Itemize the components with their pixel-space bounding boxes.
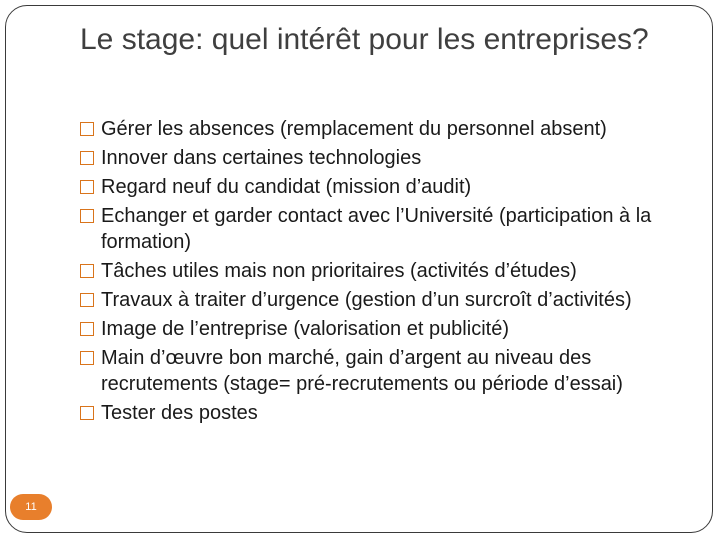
bullet-item: [79, 145, 699, 171]
bullet-item: [79, 316, 699, 342]
square-bullet-icon: [80, 209, 94, 223]
bullet-text: Main d’œuvre bon marché, gain d’argent au niveau des recrutements (stage= pré-recrutements ou période d’essai): [101, 347, 623, 395]
square-bullet-icon: [80, 293, 94, 307]
bullet-text: Gérer les absences (remplacement du personnel absent): [101, 118, 607, 140]
bullet-item: [79, 174, 699, 200]
square-bullet-icon: [80, 122, 94, 136]
bullet-text: Echanger et garder contact avec l’Université (participation à la formation): [101, 205, 652, 253]
slide-number-badge: 11: [10, 494, 52, 520]
bullet-text: Innover dans certaines technologies: [101, 147, 422, 169]
bullet-text: Travaux à traiter d’urgence (gestion d’un surcroît d’activités): [101, 289, 632, 311]
square-bullet-icon: [80, 322, 94, 336]
bullet-item: [79, 287, 699, 313]
bullet-item: [79, 345, 699, 397]
square-bullet-icon: [80, 264, 94, 278]
bullet-list: [79, 116, 699, 429]
square-bullet-icon: [80, 406, 94, 420]
square-bullet-icon: [80, 180, 94, 194]
bullet-text: Regard neuf du candidat (mission d’audit): [101, 176, 472, 198]
bullet-item: [79, 258, 699, 284]
bullet-item: [79, 400, 699, 426]
square-bullet-icon: [80, 151, 94, 165]
bullet-text: Image de l’entreprise (valorisation et publicité): [101, 318, 509, 340]
bullet-text: Tester des postes: [101, 402, 258, 424]
bullet-item: [79, 203, 699, 255]
square-bullet-icon: [80, 351, 94, 365]
bullet-text: Tâches utiles mais non prioritaires (activités d’études): [101, 260, 577, 282]
slide-title: Le stage: quel intérêt pour les entreprises?: [80, 23, 649, 56]
bullet-item: [79, 116, 699, 142]
